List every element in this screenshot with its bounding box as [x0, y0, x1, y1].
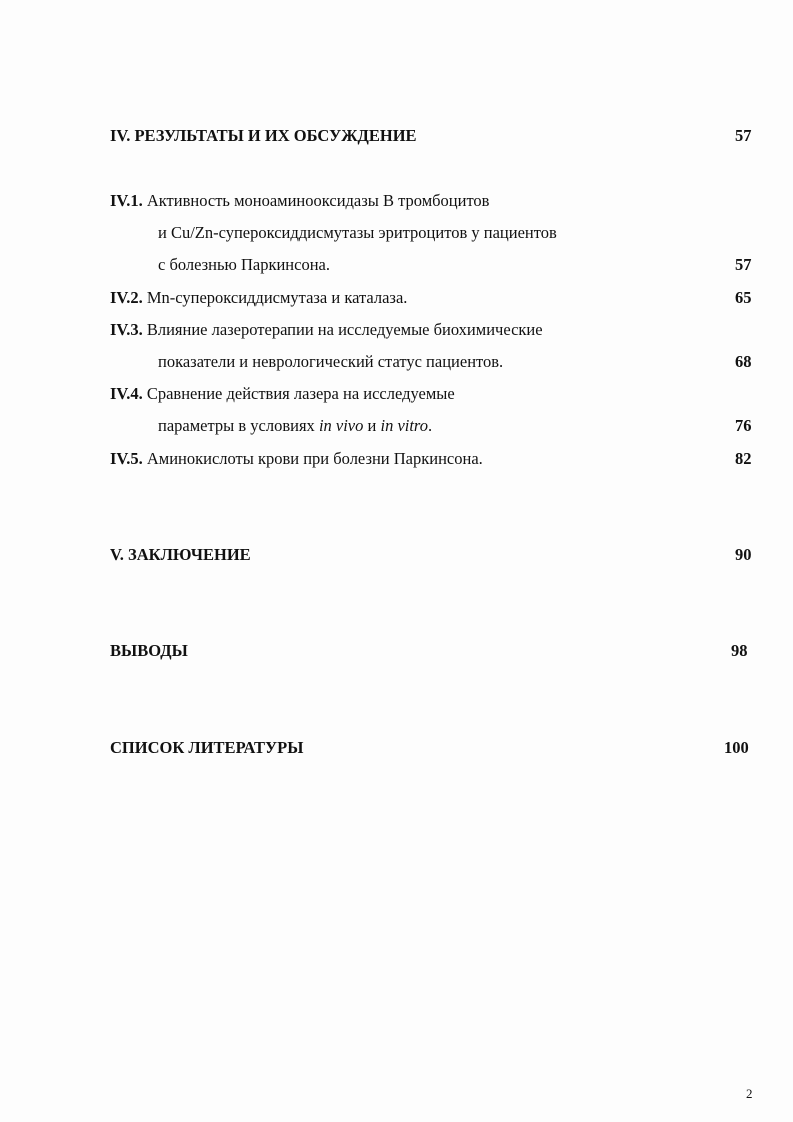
toc-section-4-page: 57 [735, 126, 752, 145]
toc-subsection-4-2-text: Mn-супероксиддисмутаза и каталаза. [146, 288, 408, 307]
toc-section-4-title: IV. РЕЗУЛЬТАТЫ И ИХ ОБСУЖДЕНИЕ [110, 126, 417, 145]
toc-subsection-4-1 [110, 191, 489, 211]
toc-subsection-4-2-page: 65 [735, 288, 752, 307]
toc-subsection-4-1-page: 57 [735, 255, 752, 274]
toc-subsection-4-4-line2-end: . [428, 416, 433, 435]
toc-section-5-page: 90 [735, 545, 752, 564]
toc-subsection-4-5 [110, 449, 483, 469]
toc-section-5-title: V. ЗАКЛЮЧЕНИЕ [110, 545, 251, 564]
toc-subsection-4-4-line2-pre: параметры в условиях [158, 416, 319, 435]
toc-subsection-4-3 [110, 320, 543, 340]
toc-subsection-4-4-page: 76 [735, 416, 752, 435]
toc-conclusions-title: ВЫВОДЫ [110, 641, 188, 660]
page-number: 2 [746, 1086, 753, 1101]
toc-subsection-4-1-line2: и Cu/Zn-супероксиддисмутазы эритроцитов у пациентов [158, 223, 557, 242]
toc-subsection-4-3-page: 68 [735, 352, 752, 371]
toc-subsection-4-5-text: Аминокислоты крови при болезни Паркинсона. [146, 449, 483, 468]
toc-subsection-4-2 [110, 288, 407, 308]
toc-subsection-4-4-label: IV.4. [110, 384, 143, 403]
toc-subsection-4-1-label: IV.1. [110, 191, 143, 210]
toc-subsection-4-3-label: IV.3. [110, 320, 143, 339]
toc-subsection-4-5-label: IV.5. [110, 449, 143, 468]
toc-subsection-4-3-line1: Влияние лазеротерапии на исследуемые биохимические [146, 320, 543, 339]
toc-subsection-4-4-line2-mid: и [363, 416, 381, 435]
toc-references-page: 100 [724, 738, 749, 757]
toc-subsection-4-4-in-vitro: in vitro [380, 416, 428, 435]
toc-subsection-4-1-line1: Активность моноаминооксидазы В тромбоцитов [146, 191, 490, 210]
toc-subsection-4-5-page: 82 [735, 449, 752, 468]
toc-subsection-4-4-line2 [158, 416, 432, 436]
toc-subsection-4-4-line1: Сравнение действия лазера на исследуемые [146, 384, 455, 403]
toc-subsection-4-4-in-vivo: in vivo [318, 416, 364, 435]
toc-conclusions-page: 98 [731, 641, 748, 660]
toc-subsection-4-3-line2: показатели и неврологический статус пациентов. [158, 352, 504, 371]
toc-subsection-4-1-line3: с болезнью Паркинсона. [158, 255, 330, 274]
toc-subsection-4-4 [110, 384, 455, 404]
toc-references-title: СПИСОК ЛИТЕРАТУРЫ [110, 738, 304, 757]
toc-subsection-4-2-label: IV.2. [110, 288, 143, 307]
